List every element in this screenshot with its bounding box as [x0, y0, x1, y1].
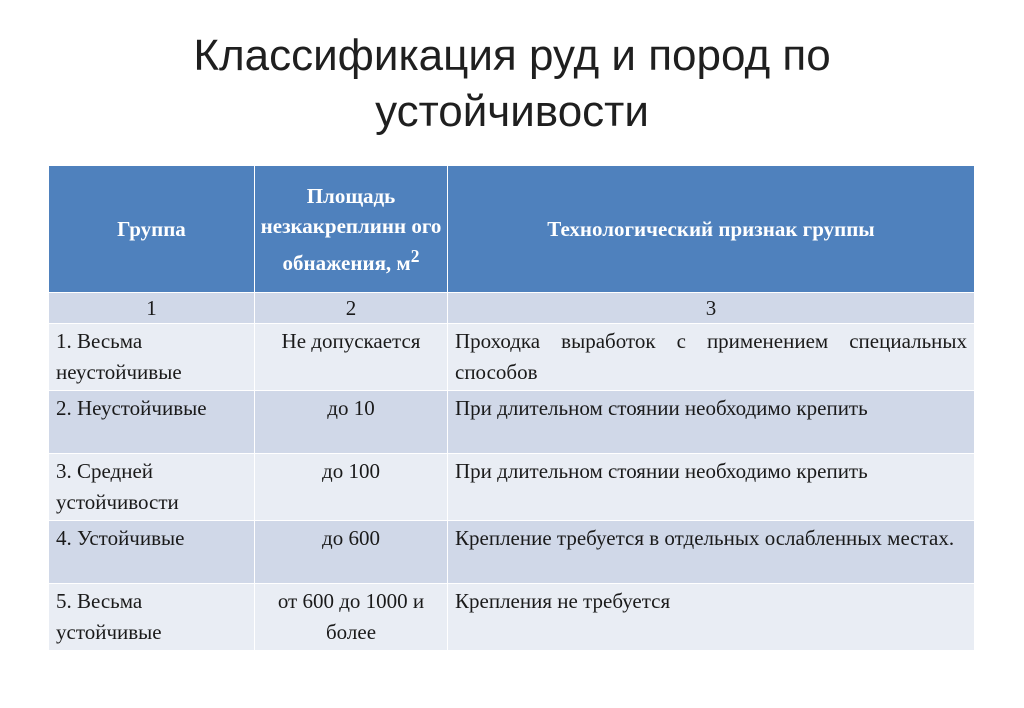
table-row [49, 324, 975, 391]
area-cell: от 600 до 1000 и более [255, 584, 448, 651]
area-cell: до 10 [255, 391, 448, 454]
table-row [49, 391, 975, 454]
feature-cell: Проходка выработок с применением специальных способов [448, 324, 975, 391]
table-row [49, 521, 975, 584]
area-cell: до 600 [255, 521, 448, 584]
table-row [49, 454, 975, 521]
area-cell: до 100 [255, 454, 448, 521]
group-cell: 1. Весьма неустойчивые [49, 324, 255, 391]
header-area-superscript: 2 [410, 245, 420, 266]
feature-cell: Крепления не требуется [448, 584, 975, 651]
slide-title-line-2: устойчивости [375, 87, 649, 136]
table-header-row [49, 166, 975, 293]
column-number: 3 [448, 293, 975, 324]
feature-cell: При длительном стоянии необходимо крепить [448, 391, 975, 454]
header-group: Группа [49, 166, 255, 293]
group-cell: 5. Весьма устойчивые [49, 584, 255, 651]
header-feature: Технологический признак группы [448, 166, 975, 293]
group-cell: 3. Средней устойчивости [49, 454, 255, 521]
column-number-row [49, 293, 975, 324]
feature-cell: Крепление требуется в отдельных ослабленных местах. [448, 521, 975, 584]
header-area-text: Площадь незкакреплинн ого обнажения, м [260, 183, 442, 275]
column-number: 2 [255, 293, 448, 324]
group-cell: 4. Устойчивые [49, 521, 255, 584]
table-row [49, 584, 975, 651]
slide-title [0, 28, 1024, 140]
header-area [255, 166, 448, 293]
feature-cell: При длительном стоянии необходимо крепить [448, 454, 975, 521]
column-number: 1 [49, 293, 255, 324]
area-cell: Не допускается [255, 324, 448, 391]
slide-title-line-1: Классификация руд и пород по [193, 31, 831, 80]
classification-table [48, 165, 975, 651]
group-cell: 2. Неустойчивые [49, 391, 255, 454]
